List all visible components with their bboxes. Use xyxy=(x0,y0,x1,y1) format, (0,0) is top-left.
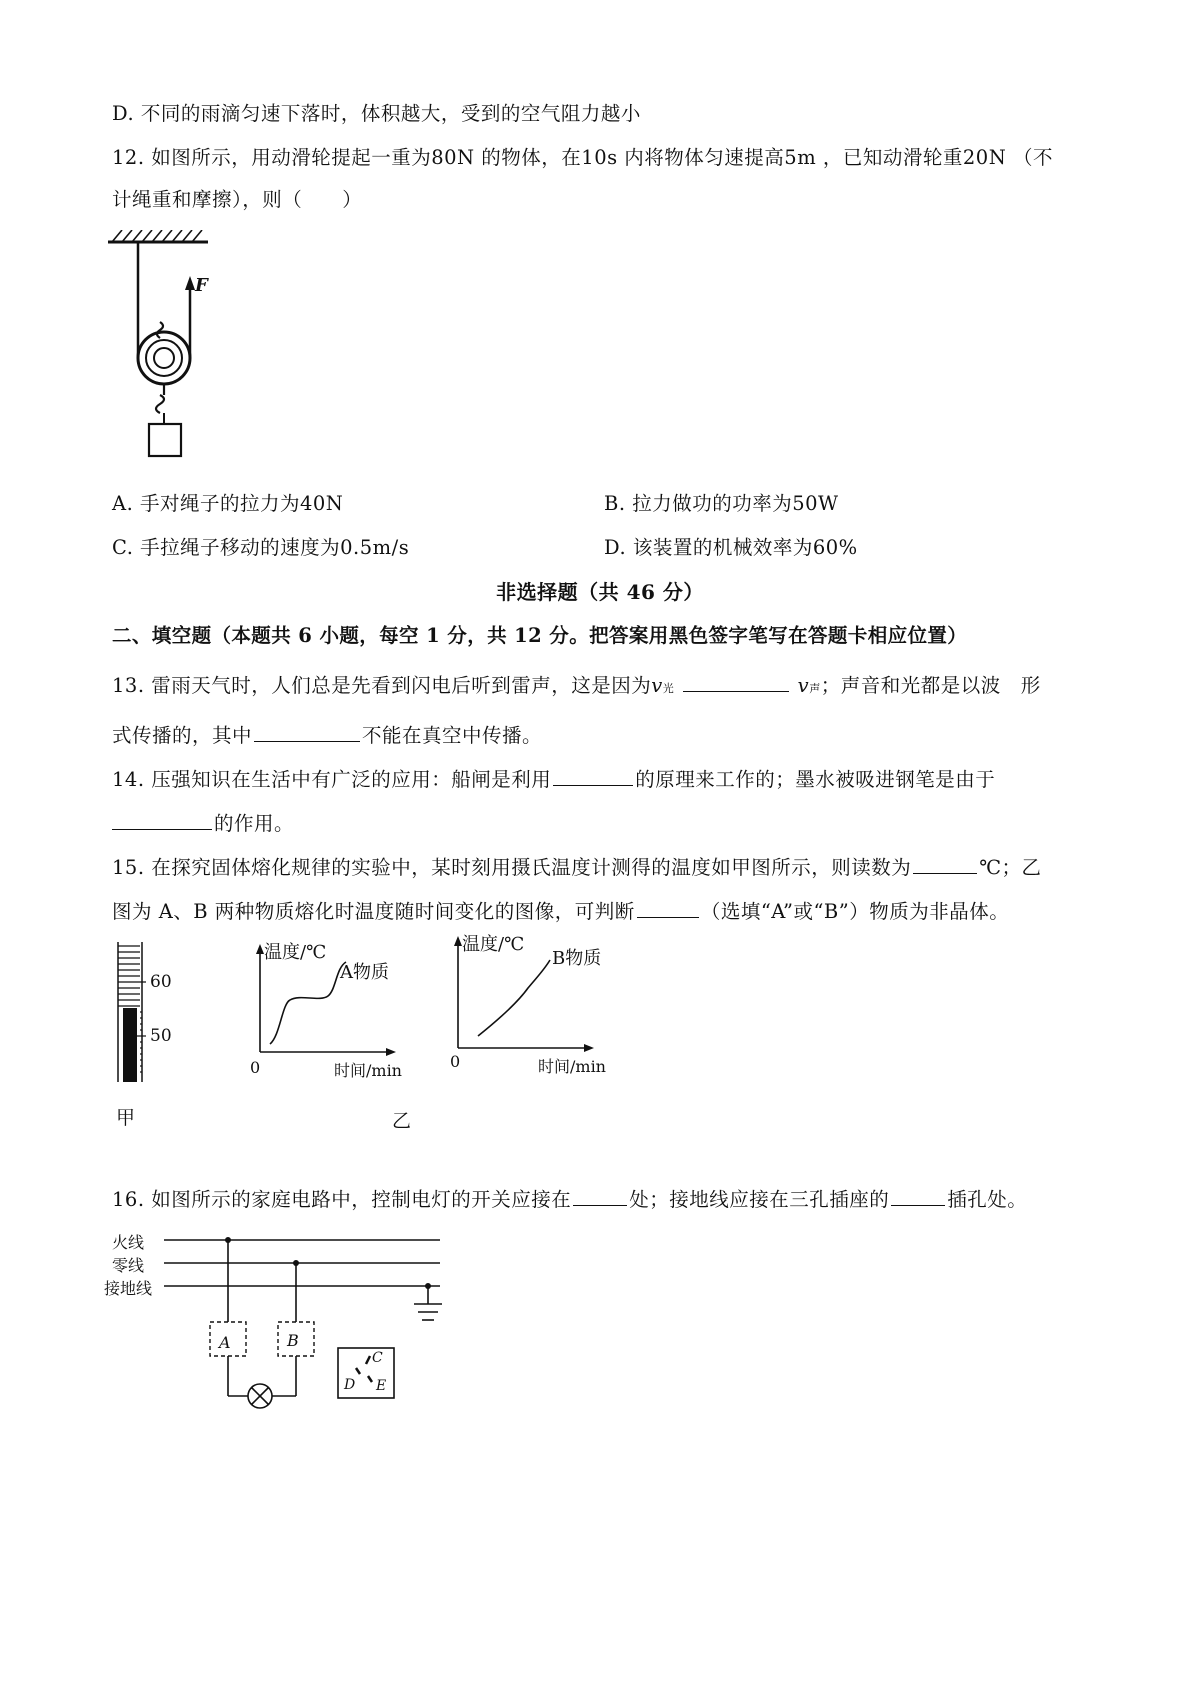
circuit-figure xyxy=(0,1226,460,1426)
socket-hole-e: E xyxy=(376,1378,387,1394)
switch-box-b: B xyxy=(287,1331,299,1350)
q16-line1 xyxy=(112,1184,1027,1212)
sub-sound: 声 xyxy=(809,682,821,695)
v-sound: v xyxy=(797,674,810,697)
q12-option-b: B. 拉力做功的功率为50W xyxy=(604,492,839,515)
v-light: v xyxy=(651,674,663,697)
graph-a-series-label: A物质 xyxy=(340,962,389,983)
force-label: F xyxy=(195,275,208,296)
q14-blank-1[interactable] xyxy=(553,765,633,786)
q13-blank-2[interactable] xyxy=(254,721,360,742)
q13-line2 xyxy=(112,720,542,748)
q15-blank-1[interactable] xyxy=(913,853,977,874)
ground-wire-label: 接地线 xyxy=(104,1279,153,1298)
q12-stem-line2: 计绳重和摩擦），则（ ） xyxy=(112,188,363,211)
caption-yi: 乙 xyxy=(392,1110,412,1132)
q13-blank-1[interactable] xyxy=(683,671,789,692)
pulley-figure xyxy=(108,230,248,480)
q14-pre: 14. 压强知识在生活中有广泛的应用：船闸是利用 xyxy=(112,768,552,791)
q16-pre: 16. 如图所示的家庭电路中，控制电灯的开关应接在 xyxy=(112,1188,572,1211)
q14-blank-2[interactable] xyxy=(112,809,212,830)
caption-jia: 甲 xyxy=(116,1107,136,1129)
graph-b-origin: 0 xyxy=(450,1052,461,1071)
q16-blank-1[interactable] xyxy=(573,1185,627,1206)
neutral-wire-label: 零线 xyxy=(112,1256,145,1275)
socket-hole-d: D xyxy=(344,1377,356,1393)
q13-line1 xyxy=(112,670,1041,698)
q15-pre: 15. 在探究固体熔化规律的实验中，某时刻用摄氏温度计测得的温度如甲图所示，则读数为 xyxy=(112,856,912,879)
q16-post: 插孔处。 xyxy=(947,1188,1028,1211)
q15-line1 xyxy=(112,852,1042,880)
thermometer-figure xyxy=(112,942,172,1084)
q13-line2-post: 不能在真空中传播。 xyxy=(362,724,543,747)
q16-blank-2[interactable] xyxy=(891,1185,945,1206)
socket-hole-c: C xyxy=(372,1350,383,1366)
q15-post: ℃；乙 xyxy=(979,856,1042,879)
q15-line2-post: （选填“A”或“B”）物质为非晶体。 xyxy=(700,900,1010,923)
graph-a-xlabel: 时间/min xyxy=(334,1061,402,1080)
q12-stem-line1: 12. 如图所示，用动滑轮提起一重为80N 的物体，在10s 内将物体匀速提高5m ，已知动滑轮重20N （不 xyxy=(112,146,1053,169)
switch-box-a: A xyxy=(219,1333,231,1352)
q13-mid: ；声音和光都是以波 形 xyxy=(820,674,1041,697)
q14-line2-post: 的作用。 xyxy=(214,812,295,835)
q16-mid: 处；接地线应接在三孔插座的 xyxy=(629,1188,890,1211)
live-wire-label: 火线 xyxy=(112,1233,145,1252)
q13-line2-pre: 式传播的，其中 xyxy=(112,724,253,747)
graph-b-series-label: B物质 xyxy=(552,948,602,969)
q14-line1 xyxy=(112,764,995,792)
sub-light: 光 xyxy=(662,682,675,695)
thermo-mark-60: 60 xyxy=(150,972,172,992)
q12-option-c: C. 手拉绳子移动的速度为0.5m/s xyxy=(112,536,410,559)
part2-title: 二、填空题（本题共 6 小题，每空 1 分，共 12 分。把答案用黑色签字笔写在答题卡相应位置） xyxy=(112,624,968,647)
q11-option-d: D. 不同的雨滴匀速下落时，体积越大，受到的空气阻力越小 xyxy=(112,102,641,125)
section-title: 非选择题（共 46 分） xyxy=(496,580,704,604)
graph-a-ylabel: 温度/℃ xyxy=(264,942,327,963)
thermo-mark-50: 50 xyxy=(150,1026,172,1046)
q15-blank-2[interactable] xyxy=(637,897,699,918)
graph-b-xlabel: 时间/min xyxy=(538,1057,606,1076)
q15-line2-pre: 图为 A、B 两种物质熔化时温度随时间变化的图像，可判断 xyxy=(112,900,635,923)
q12-option-d: D. 该装置的机械效率为60% xyxy=(604,536,858,559)
q13-pre: 13. 雷雨天气时，人们总是先看到闪电后听到雷声，这是因为 xyxy=(112,674,652,697)
q14-line2 xyxy=(112,808,294,836)
graph-a-origin: 0 xyxy=(250,1058,261,1077)
q12-option-a: A. 手对绳子的拉力为40N xyxy=(112,492,344,515)
q14-mid: 的原理来工作的；墨水被吸进钢笔是由于 xyxy=(635,768,996,791)
q15-line2 xyxy=(112,896,1009,924)
graph-b-ylabel: 温度/℃ xyxy=(462,934,525,955)
